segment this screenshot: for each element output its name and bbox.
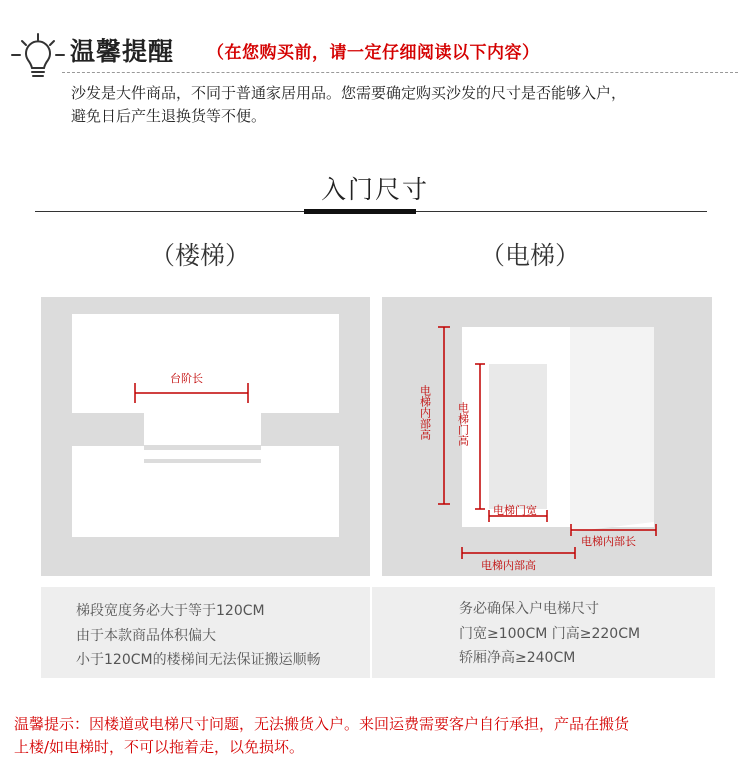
inner-length-label: 电梯内部长 [581,535,636,548]
elevator-caption-1: 务必确保入户电梯尺寸 [459,601,599,617]
footer-warning-line-1: 温馨提示：因楼道或电梯尺寸问题，无法搬货入户。来回运费需要客户自行承担，产品在搬货 [14,715,630,733]
lightbulb-icon [8,30,68,86]
elevator-caption-2: 门宽≥100CM 门高≥220CM [459,625,641,642]
inner-height-arrow [438,327,450,504]
inner-height-label: 电梯内部高 [418,385,432,440]
intro-line-1: 沙发是大件商品，不同于普通家居用品。您需要确定购买沙发的尺寸是否能够入户， [71,84,627,102]
stairs-caption-box [41,587,370,678]
elevator-diagram [382,297,712,576]
header-divider [62,72,738,73]
door-width-label: 电梯门宽 [493,504,537,517]
stairs-label: （楼梯） [149,241,250,270]
step-length-label: 台阶长 [170,372,203,385]
elevator-caption-box [372,587,715,678]
stairs-caption-1: 梯段宽度务必大于等于120CM [76,603,265,619]
section-underline [304,209,416,214]
stairs-caption-3: 小于120CM的楼梯间无法保证搬运顺畅 [76,652,321,668]
stairs-caption-2: 由于本款商品体积偏大 [76,627,216,644]
stairs-diagram [41,297,370,576]
page-title: 温馨提醒 [70,37,175,66]
intro-line-2: 避免日后产生退换货等不便。 [71,107,267,125]
section-title: 入门尺寸 [320,175,429,204]
inner-depth-arrow [462,547,575,559]
title-note: （在您购买前，请一定仔细阅读以下内容） [207,43,540,63]
intro-text [71,82,731,128]
elevator-caption-3: 轿厢净高≥240CM [459,650,576,666]
footer-warning [14,713,744,759]
stairs-diagram-panel [41,297,370,576]
footer-warning-line-2: 上楼/如电梯时，不可以拖着走，以免损坏。 [14,738,305,756]
elevator-diagram-panel [382,297,712,576]
door-height-label: 电梯门高 [456,402,470,446]
inner-depth-label: 电梯内部高 [481,559,536,572]
elevator-label: （电梯） [479,241,580,270]
